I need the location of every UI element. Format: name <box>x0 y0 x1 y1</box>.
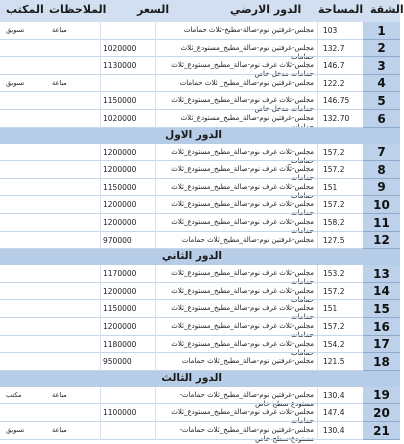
area-value: 127.5 <box>323 235 345 245</box>
table-row <box>0 404 400 422</box>
price-value: 1200000 <box>103 200 137 210</box>
price-value: 1150000 <box>103 96 137 106</box>
unit-description: مجلس-ثلاث غرف نوم-صالة_مطبخ_مستودع_ثلاث <box>171 61 314 70</box>
column-divider <box>317 161 318 179</box>
column-divider <box>100 40 101 58</box>
column-divider <box>317 196 318 214</box>
price-value: 1020000 <box>103 114 137 123</box>
column-divider <box>155 422 156 440</box>
unit-description: مجلس-غرفتين نوم-صالة_مطبخ_مستودع_ثلاث <box>180 43 314 52</box>
unit-description: مجلس-ثلاث غرف نوم-صالة_مطبخ_مستودع_ثلاث <box>171 147 314 156</box>
notes-value: مباعة <box>52 26 67 34</box>
table-row <box>0 336 400 354</box>
unit-number: 1 <box>363 22 400 40</box>
area-value: 151 <box>323 304 338 314</box>
column-divider <box>155 40 156 58</box>
column-divider <box>100 196 101 214</box>
table-row <box>0 422 400 440</box>
price-value: 1150000 <box>103 182 137 192</box>
table-row <box>0 110 400 128</box>
column-divider <box>317 232 318 250</box>
area-value: 103 <box>323 26 338 35</box>
unit-description: مجلس-ثلاث غرف نوم-صالة_مطبخ_مستودع_ثلاث <box>171 286 314 295</box>
price-value: 1180000 <box>103 339 137 349</box>
column-divider <box>317 92 318 110</box>
column-divider <box>100 283 101 301</box>
column-divider <box>317 265 318 283</box>
column-divider <box>317 353 318 371</box>
column-divider <box>317 300 318 318</box>
floor-header <box>0 249 400 265</box>
area-value: 121.5 <box>323 357 345 367</box>
unit-description: مجلس-ثلاث غرف نوم-صالة_مطبخ_مستودع_ثلاث <box>171 304 314 313</box>
unit-number: 21 <box>363 422 400 440</box>
unit-number: 16 <box>363 318 400 336</box>
unit-number: 14 <box>363 283 400 301</box>
column-divider <box>317 144 318 162</box>
notes-value: مباعة <box>52 390 67 399</box>
unit-description: مجلس-غرفتين نوم-صالة-مطبخ-ثلاث حمامات <box>183 26 314 34</box>
column-divider <box>100 92 101 110</box>
notes-value: مباعة <box>52 426 67 434</box>
column-divider <box>155 57 156 75</box>
office-value: تسويق <box>6 426 25 434</box>
column-divider <box>100 179 101 197</box>
price-value: 1200000 <box>103 218 137 227</box>
floor-title: الدور الثالث <box>161 371 222 384</box>
header-price: السعر <box>137 3 170 16</box>
unit-description: مجلس-ثلاث غرف نوم-صالة_مطبخ_مستودع_ثلاث <box>171 269 314 278</box>
table-row <box>0 57 400 75</box>
column-divider <box>155 265 156 283</box>
area-value: 130.4 <box>323 426 345 435</box>
floor-header <box>0 128 400 144</box>
area-value: 147.4 <box>323 408 345 418</box>
price-value: 1200000 <box>103 147 137 157</box>
table-row <box>0 387 400 405</box>
price-value: 970000 <box>103 235 132 245</box>
area-value: 151 <box>323 182 338 192</box>
column-divider <box>317 336 318 354</box>
table-header <box>0 0 404 22</box>
table-row <box>0 75 400 93</box>
floor-title: الدور الاول <box>165 128 222 141</box>
unit-number: 3 <box>363 57 400 75</box>
table-row <box>0 265 400 283</box>
column-divider <box>100 300 101 318</box>
column-divider <box>317 404 318 422</box>
column-divider <box>100 353 101 371</box>
column-divider <box>100 318 101 336</box>
price-value: 1200000 <box>103 322 137 331</box>
table-row <box>0 40 400 58</box>
table-row <box>0 232 400 250</box>
unit-number: 15 <box>363 300 400 318</box>
column-divider <box>100 75 101 93</box>
column-divider <box>317 283 318 301</box>
unit-number: 11 <box>363 214 400 232</box>
unit-description: مجلس-ثلاث غرف نوم-صالة_مطبخ_مستودع_ثلاث <box>171 165 314 174</box>
column-divider <box>317 422 318 440</box>
column-divider <box>317 179 318 197</box>
column-divider <box>317 75 318 93</box>
unit-number: 17 <box>363 336 400 354</box>
column-divider <box>317 22 318 40</box>
floor-title: الدور الثاني <box>161 250 222 263</box>
column-divider <box>155 179 156 197</box>
column-divider <box>100 214 101 232</box>
column-divider <box>155 22 156 40</box>
unit-description: مجلس-ثلاث غرف نوم-صالة_مطبخ_مستودع_ثلاث <box>171 218 314 226</box>
unit-description: مجلس-غرفتين نوم-صالة_مطبخ_ثلاث حمامات <box>181 235 314 244</box>
column-divider <box>100 232 101 250</box>
area-value: 153.2 <box>323 269 345 279</box>
unit-description: مجلس-غرفتين نوم-صالة_مطبخ_ ثلاث حمامات <box>179 78 314 87</box>
unit-description: مجلس-غرفتين نوم-صالة_مطبخ_ثلاث حمامات- <box>179 426 314 434</box>
area-value: 157.2 <box>323 165 345 175</box>
unit-number: 4 <box>363 75 400 93</box>
table-row <box>0 179 400 197</box>
area-value: 157.2 <box>323 286 345 296</box>
unit-description: مجلس-ثلاث غرف نوم-صالة_مطبخ_مستودع_ثلاث <box>171 408 314 417</box>
price-value: 1020000 <box>103 43 137 53</box>
office-value: تسويق <box>6 78 25 87</box>
column-divider <box>155 75 156 93</box>
floor-header <box>0 371 400 387</box>
price-value: 1150000 <box>103 304 137 314</box>
table-row <box>0 283 400 301</box>
column-divider <box>155 353 156 371</box>
unit-description: مجلس-ثلاث غرف نوم-صالة_مطبخ_مستودع_ثلاث <box>171 339 314 348</box>
table-row <box>0 353 400 371</box>
column-divider <box>317 110 318 128</box>
column-divider <box>155 318 156 336</box>
office-value: مكتب <box>6 390 22 399</box>
unit-number: 6 <box>363 110 400 128</box>
unit-description: مجلس-غرفتين نوم-صالة_مطبخ_ثلاث حمامات- <box>179 390 314 399</box>
column-divider <box>155 404 156 422</box>
column-divider <box>100 387 101 405</box>
unit-number: 7 <box>363 144 400 162</box>
column-divider <box>155 196 156 214</box>
unit-number: 19 <box>363 387 400 405</box>
column-divider <box>100 422 101 440</box>
row-divider <box>0 439 363 440</box>
column-divider <box>100 265 101 283</box>
column-divider <box>100 336 101 354</box>
header-floor: الدور الارضي <box>230 3 302 16</box>
column-divider <box>100 22 101 40</box>
column-divider <box>317 57 318 75</box>
area-value: 157.2 <box>323 147 345 157</box>
area-value: 154.2 <box>323 339 345 349</box>
price-value: 1200000 <box>103 165 137 175</box>
unit-number: 18 <box>363 353 400 371</box>
column-divider <box>155 214 156 232</box>
area-value: 146.7 <box>323 61 345 71</box>
column-divider <box>155 232 156 250</box>
notes-value: مباعة <box>52 78 67 87</box>
unit-number: 12 <box>363 232 400 250</box>
unit-number: 9 <box>363 179 400 197</box>
office-value: تسويق <box>6 26 25 34</box>
header-notes: الملاحظات <box>49 3 107 16</box>
column-divider <box>155 387 156 405</box>
area-value: 132.70 <box>323 114 350 123</box>
unit-description: مجلس-غرفتين نوم-صالة_مطبخ_مستودع_ثلاث <box>180 114 314 122</box>
column-divider <box>100 404 101 422</box>
column-divider <box>317 387 318 405</box>
column-divider <box>100 144 101 162</box>
column-divider <box>100 110 101 128</box>
unit-number: 20 <box>363 404 400 422</box>
unit-description: مجلس-ثلاث غرف نوم-صالة_مطبخ_مستودع_ثلاث <box>171 182 314 191</box>
area-value: 122.2 <box>323 78 345 88</box>
table-row <box>0 196 400 214</box>
column-divider <box>155 283 156 301</box>
column-divider <box>317 214 318 232</box>
table-row <box>0 144 400 162</box>
column-divider <box>317 318 318 336</box>
area-value: 158.2 <box>323 218 345 227</box>
unit-description: مجلس-غرفتين نوم-صالة_مطبخ_ثلاث حمامات <box>181 357 314 366</box>
unit-number: 5 <box>363 92 400 110</box>
column-divider <box>155 110 156 128</box>
unit-description: مجلس-ثلاث غرف نوم-صالة_مطبخ_مستودع_ثلاث <box>171 96 314 105</box>
header-unit: الشقة <box>370 3 404 16</box>
area-value: 130.4 <box>323 390 345 400</box>
header-office: المكتب <box>6 3 44 16</box>
table-row <box>0 161 400 179</box>
price-value: 950000 <box>103 357 132 367</box>
table-row <box>0 300 400 318</box>
unit-number: 2 <box>363 40 400 58</box>
header-area: المساحة <box>318 3 364 16</box>
area-value: 157.2 <box>323 200 345 210</box>
unit-number: 10 <box>363 196 400 214</box>
area-value: 157.2 <box>323 322 345 331</box>
column-divider <box>155 336 156 354</box>
column-divider <box>100 161 101 179</box>
table-row <box>0 214 400 232</box>
table-row <box>0 92 400 110</box>
unit-number: 8 <box>363 161 400 179</box>
price-value: 1170000 <box>103 269 137 279</box>
price-value: 1200000 <box>103 286 137 296</box>
column-divider <box>155 300 156 318</box>
area-value: 132.7 <box>323 43 345 53</box>
table-row <box>0 22 400 40</box>
column-divider <box>155 161 156 179</box>
unit-number: 13 <box>363 265 400 283</box>
table-row <box>0 318 400 336</box>
area-value: 146.75 <box>323 96 350 106</box>
column-divider <box>100 57 101 75</box>
column-divider <box>317 40 318 58</box>
price-value: 1130000 <box>103 61 137 71</box>
column-divider <box>155 92 156 110</box>
column-divider <box>155 144 156 162</box>
unit-description: مجلس-ثلاث غرف نوم-صالة_مطبخ_مستودع_ثلاث <box>171 322 314 330</box>
price-value: 1100000 <box>103 408 137 418</box>
unit-description: مجلس-ثلاث غرف نوم-صالة_مطبخ_مستودع_ثلاث <box>171 200 314 209</box>
